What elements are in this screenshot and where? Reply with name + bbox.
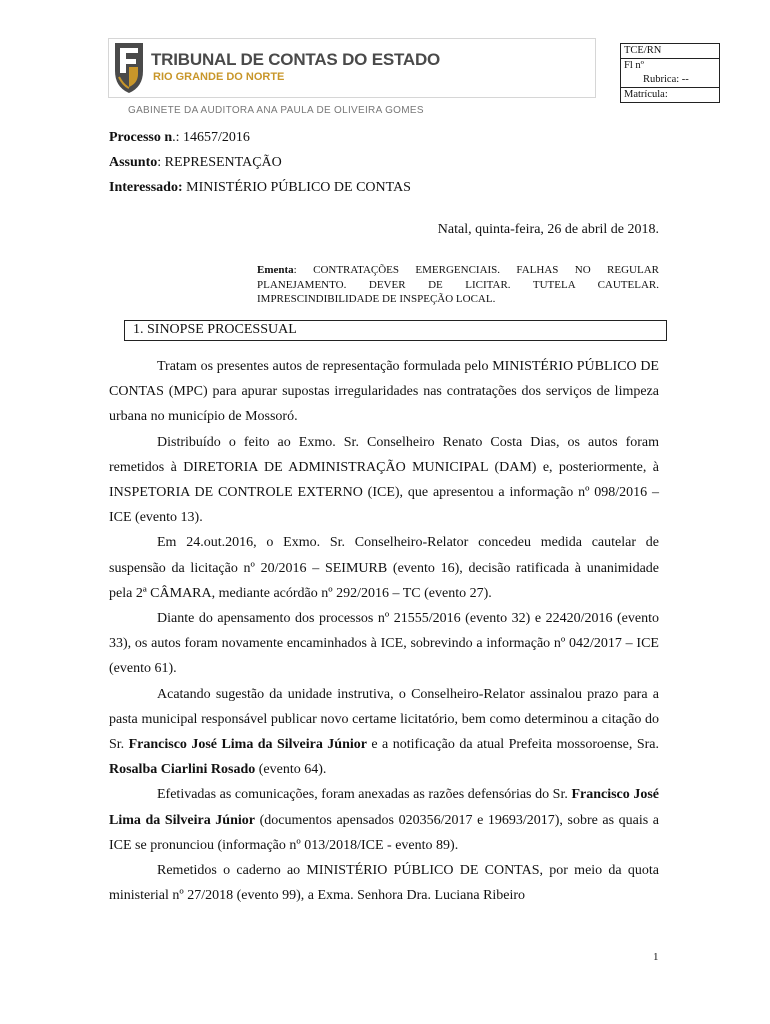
subject-value: : REPRESENTAÇÃO xyxy=(157,155,282,170)
paragraph-text: e a notificação da atual Prefeita mossoroense, Sra. xyxy=(366,737,659,753)
paragraph: Remetidos o caderno ao MINISTÉRIO PÚBLICO DE CONTAS, por meio da quota ministerial nº 27/2018 (evento 99), a Exma. Senhora Dra. Luciana Ribeiro xyxy=(109,863,659,904)
paragraph: Distribuído o feito ao Exmo. Sr. Conselheiro Renato Costa Dias, os autos foram remetidos à DIRETORIA DE ADMINISTRAÇÃO MUNICIPAL (DAM) e, posteriormente, à INSPETORIA DE CONTROLE EXTERNO (ICE), que apresentou a informação nº 098/2016 – ICE (evento 13). xyxy=(109,434,659,526)
person-name: Francisco José Lima da Silveira Júnior xyxy=(128,737,367,753)
subject xyxy=(109,155,282,171)
process-label: Processo n xyxy=(109,130,173,145)
person-name: Francisco José Lima da Silveira Júnior xyxy=(109,787,659,828)
stamp-line: Fl nº xyxy=(624,60,644,71)
subject-label: Assunto xyxy=(109,155,158,170)
dateline: Natal, quinta-feira, 26 de abril de 2018. xyxy=(437,222,659,237)
document-body xyxy=(109,354,659,908)
process-number xyxy=(109,130,250,146)
paragraph-text: Efetivadas as comunicações, foram anexadas as razões defensórias do Sr. xyxy=(157,787,572,803)
tce-shield-logo-icon xyxy=(111,41,147,95)
stamp-line: TCE/RN xyxy=(621,44,719,59)
organization-name: TRIBUNAL DE CONTAS DO ESTADO xyxy=(151,50,441,69)
stamp-line: Rubrica: -- xyxy=(621,73,719,88)
section-heading: 1. SINOPSE PROCESSUAL xyxy=(124,320,667,341)
organization-subtitle: RIO GRANDE DO NORTE xyxy=(153,71,285,83)
page-number: 1 xyxy=(653,951,659,963)
letterhead xyxy=(108,38,596,98)
interested-label: Interessado: xyxy=(109,180,183,195)
paragraph: Em 24.out.2016, o Exmo. Sr. Conselheiro-Relator concedeu medida cautelar de suspensão da licitação nº 20/2016 – SEIMURB (evento 16), decisão ratificada à unanimidade pela 2ª CÂMARA, mediante acórdão nº 292/2016 – TC (evento 27). xyxy=(109,535,659,601)
person-name: Rosalba Ciarlini Rosado xyxy=(109,762,256,778)
ementa xyxy=(257,263,659,307)
paragraph-text: (evento 64). xyxy=(255,762,327,778)
paragraph-text: (documentos apensados 020356/2017 e 19693/2017), sobre as quais a ICE se pronunciou (informação nº 013/2018/ICE - evento 89). xyxy=(109,812,659,853)
process-value: .: 14657/2016 xyxy=(172,130,250,145)
interested-value: MINISTÉRIO PÚBLICO DE CONTAS xyxy=(182,180,411,195)
filing-stamp xyxy=(620,43,720,103)
paragraph xyxy=(109,782,659,858)
stamp-line: Matrícula: xyxy=(624,89,668,100)
paragraph: Tratam os presentes autos de representação formulada pelo MINISTÉRIO PÚBLICO DE CONTAS (MPC) para apurar supostas irregularidades nas contratações dos serviços de limpeza urbana no município de Mossoró. xyxy=(109,359,659,425)
interested-party xyxy=(109,180,411,196)
paragraph-text: Acatando sugestão da unidade instrutiva, o Conselheiro-Relator assinalou prazo para a pasta municipal responsável publicar novo certame licitatório, bem como determinou a citação do Sr. xyxy=(109,686,659,753)
ementa-text: : CONTRATAÇÕES EMERGENCIAIS. FALHAS NO REGULAR PLANEJAMENTO. DEVER DE LICITAR. TUTELA CAUTELAR. IMPRESCINDIBILIDADE DE INSPEÇÃO LOCAL. xyxy=(257,264,659,305)
ementa-label: Ementa xyxy=(257,264,294,276)
paragraph xyxy=(109,682,659,783)
paragraph: Diante do apensamento dos processos nº 21555/2016 (evento 32) e 22420/2016 (evento 33), os autos foram novamente encaminhados à ICE, sobrevindo a informação nº 042/2017 – ICE (evento 61). xyxy=(109,611,659,677)
office-name: GABINETE DA AUDITORA ANA PAULA DE OLIVEIRA GOMES xyxy=(128,105,424,116)
